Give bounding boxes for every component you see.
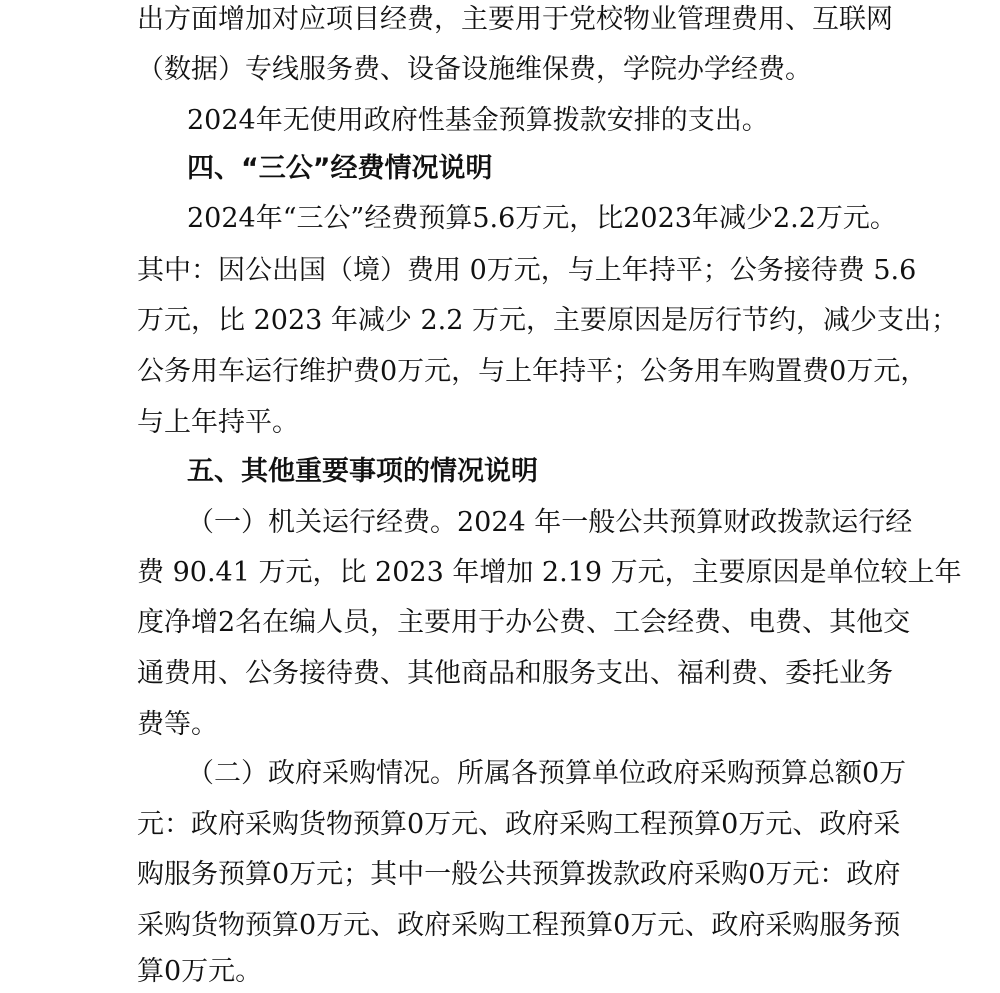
section-heading: 五、其他重要事项的情况说明 xyxy=(187,456,538,487)
body-text-line: （二）政府采购情况。所属各预算单位政府采购预算总额0万 xyxy=(187,758,907,789)
body-text-line: 通费用、公务接待费、其他商品和服务支出、福利费、委托业务 xyxy=(137,658,893,689)
section-heading: 四、“三公”经费情况说明 xyxy=(187,153,493,184)
body-text-line: 费等。 xyxy=(137,709,218,740)
body-text-line: 费 90.41 万元，比 2023 年增加 2.19 万元，主要原因是单位较上年 xyxy=(137,557,962,588)
body-text-line: 2024年“三公”经费预算5.6万元，比2023年减少2.2万元。 xyxy=(187,203,897,234)
body-text-line: 万元，比 2023 年减少 2.2 万元，主要原因是厉行节约，减少支出； xyxy=(137,305,958,336)
body-text-line: 算0万元。 xyxy=(137,956,263,987)
body-text-line: 与上年持平。 xyxy=(137,407,299,438)
body-text-line: （数据）专线服务费、设备设施维保费，学院办学经费。 xyxy=(137,54,812,85)
body-text-line: 其中：因公出国（境）费用 0万元，与上年持平；公务接待费 5.6 xyxy=(137,255,917,286)
body-text-line: 元：政府采购货物预算0万元、政府采购工程预算0万元、政府采 xyxy=(137,809,901,840)
body-text-line: 出方面增加对应项目经费，主要用于党校物业管理费用、互联网 xyxy=(137,4,893,35)
body-text-line: 购服务预算0万元；其中一般公共预算拨款政府采购0万元：政府 xyxy=(137,859,901,890)
body-text-line: 采购货物预算0万元、政府采购工程预算0万元、政府采购服务预 xyxy=(137,910,901,941)
body-text-line: 度净增2名在编人员，主要用于办公费、工会经费、电费、其他交 xyxy=(137,607,911,638)
body-text-line: 2024年无使用政府性基金预算拨款安排的支出。 xyxy=(187,105,769,136)
body-text-line: （一）机关运行经费。2024 年一般公共预算财政拨款运行经 xyxy=(187,507,913,538)
body-text-line: 公务用车运行维护费0万元，与上年持平；公务用车购置费0万元， xyxy=(137,356,928,387)
